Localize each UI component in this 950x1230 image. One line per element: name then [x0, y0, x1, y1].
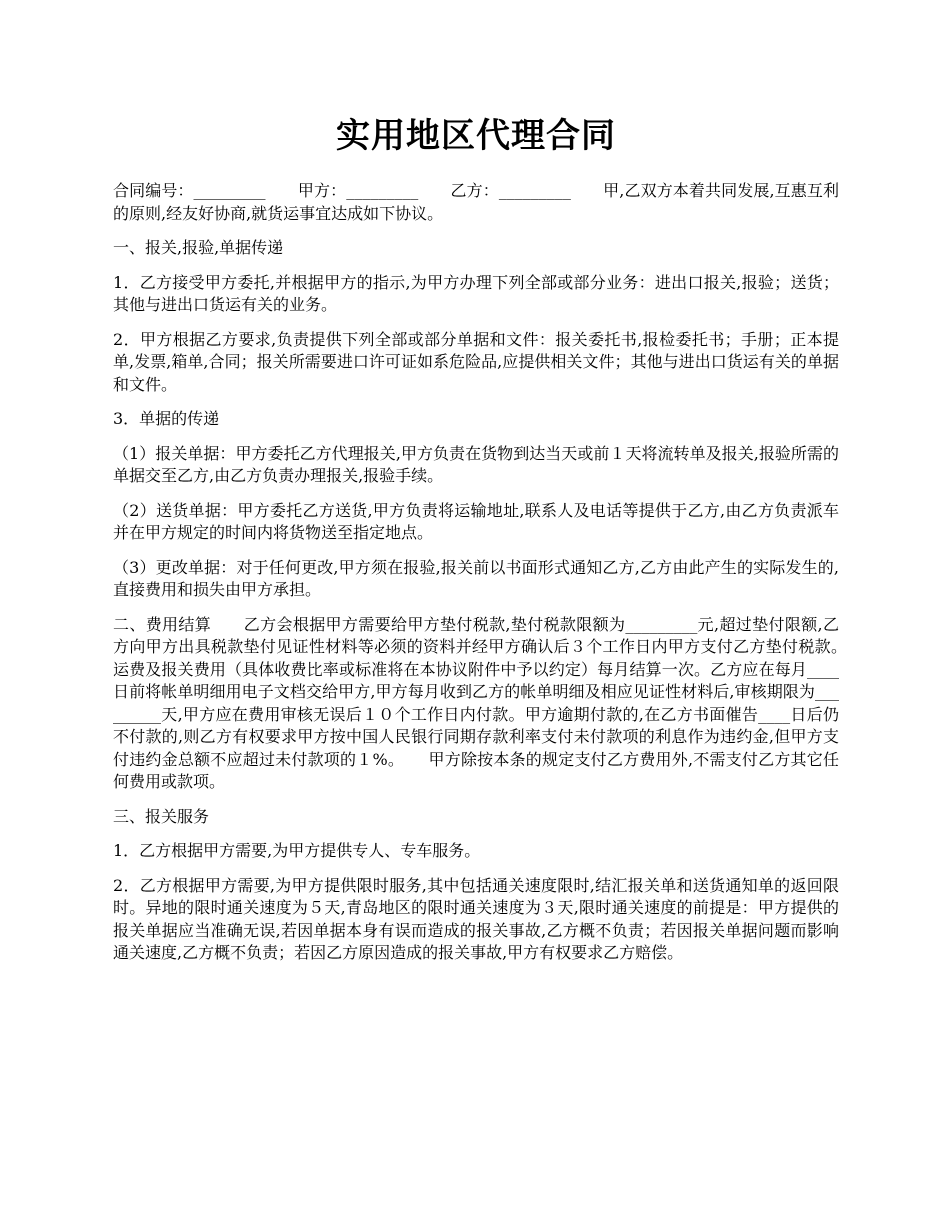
contract-document	[113, 112, 872, 977]
section-fee-settlement: 二、费用结算 乙方会根据甲方需要给甲方垫付税款,垫付税款限额为_________元,超过垫付限额,乙方向甲方出具税款垫付见证性材料等必须的资料并经甲方确认后３个工作日内甲方支付乙方垫付税款。 运费及报关费用（具体收费比率或标准将在本协议附件中予以约定）每月结算一次。乙方应在每月____日前将帐单明细用电子文档交给甲方,甲方每月收到乙方的帐单明细及相应见证性材料后,审核期限为_________天,甲方应在费用审核无误后１０个工作日内付款。甲方逾期付款的,在乙方书面催告____日后仍不付款的,则乙方有权要求甲方按中国人民银行同期存款利率支付未付款项的利息作为违约金,但甲方支付违约金总额不应超过未付款项的１%。 甲方除按本条的规定支付乙方费用外,不需支付乙方其它任何费用或款项。	[113, 614, 872, 791]
clause-1-1: 1．乙方接受甲方委托,并根据甲方的指示,为甲方办理下列全部或部分业务：进出口报关,报验；送货；其他与进出口货运有关的业务。	[113, 272, 839, 314]
clause-1-3-heading: 3．单据的传递	[113, 409, 220, 428]
clause-1-3-3: （3）更改单据：对于任何更改,甲方须在报验,报关前以书面形式通知乙方,乙方由此产生的实际发生的,直接费用和损失由甲方承担。	[113, 557, 839, 599]
section-heading-customs: 一、报关,报验,单据传递	[113, 238, 284, 257]
clause-1-3-1: （1）报关单据：甲方委托乙方代理报关,甲方负责在货物到达当天或前１天将流转单及报关,报验所需的单据交至乙方,由乙方负责办理报关,报验手续。	[113, 443, 839, 485]
clause-3-2: 2．乙方根据甲方需要,为甲方提供限时服务,其中包括通关速度限时,结汇报关单和送货通知单的返回限时。异地的限时通关速度为５天,青岛地区的限时通关速度为３天,限时通关速度的前提是：甲方提供的报关单据应当准确无误,若因单据本身有误而造成的报关事故,乙方概不负责；若因报关单据问题而影响通关速度,乙方概不负责；若因乙方原因造成的报关事故,甲方有权要求乙方赔偿。	[113, 875, 839, 962]
section-heading-service: 三、报关服务	[113, 806, 210, 826]
document-title: 实用地区代理合同	[336, 116, 616, 156]
clause-3-1: 1．乙方根据甲方需要,为甲方提供专人、专车服务。	[113, 841, 481, 860]
clause-1-2: 2．甲方根据乙方要求,负责提供下列全部或部分单据和文件：报关委托书,报检委托书；手册；正本提单,发票,箱单,合同；报关所需要进口许可证如系危险品,应提供相关文件；其他与进出口货运有关的单据和文件。	[113, 329, 839, 394]
intro-paragraph: 合同编号：_________ 甲方：_________ 乙方：_________ 甲,乙双方本着共同发展,互惠互利的原则,经友好协商,就货运事宜达成如下协议。	[113, 181, 839, 223]
clause-1-3-2: （2）送货单据：甲方委托乙方送货,甲方负责将运输地址,联系人及电话等提供于乙方,由乙方负责派车并在甲方规定的时间内将货物送至指定地点。	[113, 500, 839, 542]
